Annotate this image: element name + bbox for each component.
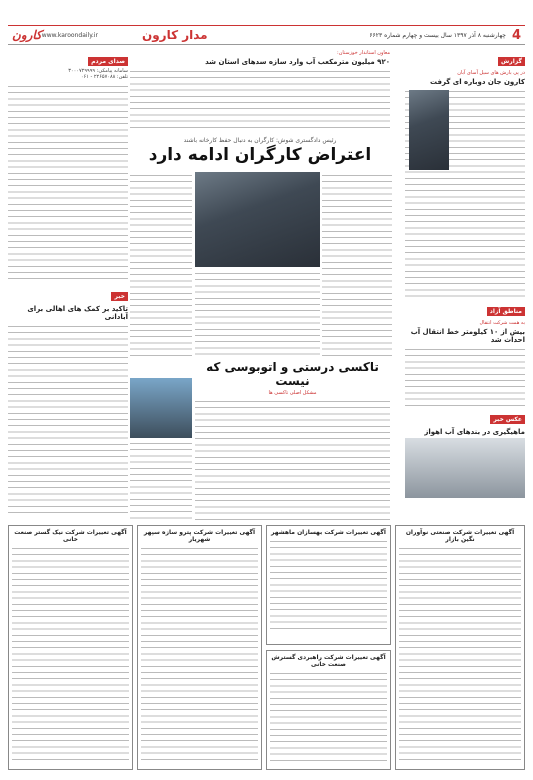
protest-photo: [195, 172, 320, 267]
left-column: [8, 48, 128, 518]
section-label-left-2: خبر: [111, 292, 128, 301]
ad-3: [266, 525, 391, 645]
ad-title: آگهی تغییرات شرکت پترو سازه سپهر شهریار: [143, 529, 256, 543]
center-top: [130, 48, 390, 133]
news-text: [8, 323, 128, 518]
section-label-left: صدای مردم: [88, 57, 128, 66]
ad-title: آگهی تغییرات شرکت نیک گستر صنعت خانی: [14, 529, 127, 543]
page-header: [8, 25, 525, 45]
section-title: مدار کارون: [141, 28, 208, 42]
dateline: چهارشنبه ۸ آذر ۱۳۹۷ سال بیست و چهارم شماره ۶۶۲۳: [369, 31, 506, 39]
taxi-article: [195, 360, 390, 520]
ad-title: آگهی تغییرات شرکت راهبردی گسترش صنعت خانی: [271, 654, 386, 668]
main-text-under: [195, 270, 320, 357]
taxi-text: [195, 398, 390, 520]
ad-text: [270, 670, 387, 765]
ad-5: [395, 525, 525, 770]
taxi-headline: تاکسی درستی و اتوبوسی که نیست: [206, 360, 379, 388]
section-label: گزارش: [498, 57, 525, 66]
left-headline-2: تاکید بر کمک های اهالی برای آبادانی: [27, 305, 128, 322]
ad-4: [266, 650, 391, 770]
article-text-2: [405, 346, 525, 406]
ad-2: [137, 525, 262, 770]
headline-3: ماهیگیری در بندهای آب اهواز: [424, 428, 525, 436]
section-label-3: عکس خبر: [490, 415, 525, 424]
phone-line-2: تلفن: ۲۲۶۵۷۰۸۸ - ۰۶۱: [80, 74, 128, 81]
headline: کارون جان دوباره ای گرفت: [429, 78, 525, 86]
bridge-photo: [409, 90, 449, 170]
ad-text: [270, 538, 387, 633]
ad-1: [8, 525, 133, 770]
logo: کارون: [12, 28, 42, 42]
kicker: در پی بارش های سیل آسای آبان: [457, 70, 525, 76]
headline-2: بیش از ۱۰ کیلومتر خط انتقال آب احداث شد: [410, 328, 525, 344]
readers-text: [8, 83, 128, 283]
fishing-photo: [405, 438, 525, 498]
main-headline: اعتراض کارگران ادامه دارد: [148, 145, 372, 165]
ad-text: [399, 545, 521, 760]
main-kicker: رئیس دادگستری شوش: کارگران به دنبال حفظ کارخانه باشند: [183, 137, 337, 144]
main-text-left: [130, 172, 192, 357]
page-number: 4: [511, 27, 521, 43]
ad-text: [141, 545, 258, 760]
taxi-text-2: [130, 440, 192, 520]
main-headline-block: [130, 137, 390, 166]
main-text-right: [322, 172, 392, 357]
section-label-2: مناطق آزاد: [487, 307, 525, 316]
ad-title: آگهی تغییرات شرکت بهسازان ماهشهر: [271, 529, 386, 536]
top-text: [130, 68, 390, 128]
ad-title: آگهی تغییرات شرکت صنعتی نوآوران نگین بازار: [405, 529, 515, 543]
taxi-kicker: مشکل اصلی تاکسی ها: [268, 390, 317, 396]
phone-line: سامانه پیامکی: ۳۰۰۰۷۲۹۹۹۹: [68, 68, 128, 74]
ad-text: [12, 545, 129, 760]
top-kicker: معاون استاندار خوزستان:: [337, 50, 390, 56]
right-column: [405, 48, 525, 518]
kicker-2: به همت شرکت انتقال: [479, 320, 525, 326]
taxi-photo: [130, 378, 192, 438]
top-headline: ۹۲۰ میلیون مترمکعب آب وارد سازه سدهای استان شد: [205, 58, 390, 66]
website[interactable]: www.karoondaily.ir: [41, 31, 98, 39]
